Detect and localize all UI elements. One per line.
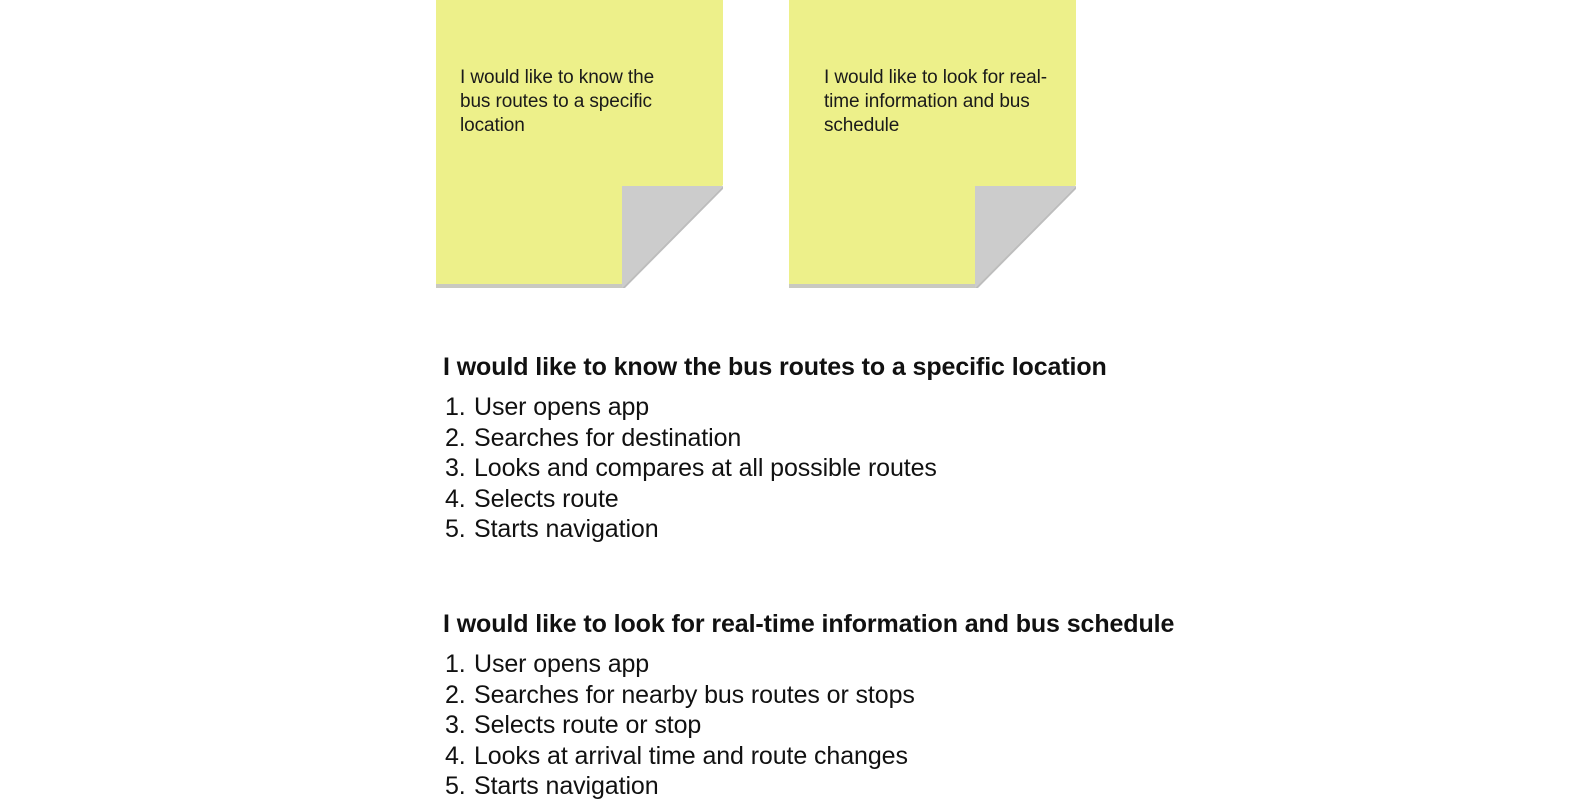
flow-step xyxy=(443,710,1203,741)
flow-title: I would like to look for real-time information and bus schedule xyxy=(443,610,1175,638)
flow-step xyxy=(443,453,1203,484)
sticky-note-body xyxy=(789,0,1076,288)
step-text: Searches for nearby bus routes or stops xyxy=(474,680,915,709)
step-text: User opens app xyxy=(474,650,650,678)
step-text: Searches for destination xyxy=(474,423,742,452)
step-number: 3. xyxy=(445,454,466,482)
step-text: Looks and compares at all possible routes xyxy=(474,454,937,482)
step-number: 1. xyxy=(445,393,466,421)
flow-step xyxy=(443,484,1203,515)
flow-step xyxy=(443,392,1203,423)
flow-steps xyxy=(443,649,1203,802)
flow-step xyxy=(443,514,1203,545)
sticky-note-edge-shadow xyxy=(436,284,624,288)
step-number: 3. xyxy=(445,711,466,739)
flow-step xyxy=(443,741,1203,772)
sticky-note-text: I would like to look for real-time information and bus schedule xyxy=(824,67,1047,136)
user-flow-1 xyxy=(443,349,1203,545)
step-text: Selects route or stop xyxy=(474,711,702,739)
step-text: Looks at arrival time and route changes xyxy=(474,741,908,770)
flow-step xyxy=(443,423,1203,454)
sticky-note-text: I would like to know the bus routes to a specific location xyxy=(460,67,655,136)
sticky-note-1 xyxy=(436,0,723,288)
flow-step xyxy=(443,771,1203,802)
user-flow-2 xyxy=(443,606,1203,802)
step-text: Selects route xyxy=(474,484,619,513)
step-number: 4. xyxy=(445,484,466,513)
sticky-note-body xyxy=(436,0,723,288)
step-text: User opens app xyxy=(474,393,650,421)
flow-step xyxy=(443,680,1203,711)
sticky-note-paper xyxy=(436,0,723,288)
flow-steps xyxy=(443,392,1203,545)
sticky-note-paper xyxy=(789,0,1076,288)
sticky-note-edge-shadow xyxy=(789,284,977,288)
step-number: 5. xyxy=(445,772,466,800)
step-number: 1. xyxy=(445,650,466,678)
sticky-note-2 xyxy=(789,0,1076,288)
step-text: Starts navigation xyxy=(474,515,659,543)
step-text: Starts navigation xyxy=(474,772,659,800)
flow-title: I would like to know the bus routes to a specific location xyxy=(443,353,1107,381)
step-number: 4. xyxy=(445,741,466,770)
step-number: 2. xyxy=(445,680,466,709)
step-number: 2. xyxy=(445,423,466,452)
flow-step xyxy=(443,649,1203,680)
step-number: 5. xyxy=(445,515,466,543)
